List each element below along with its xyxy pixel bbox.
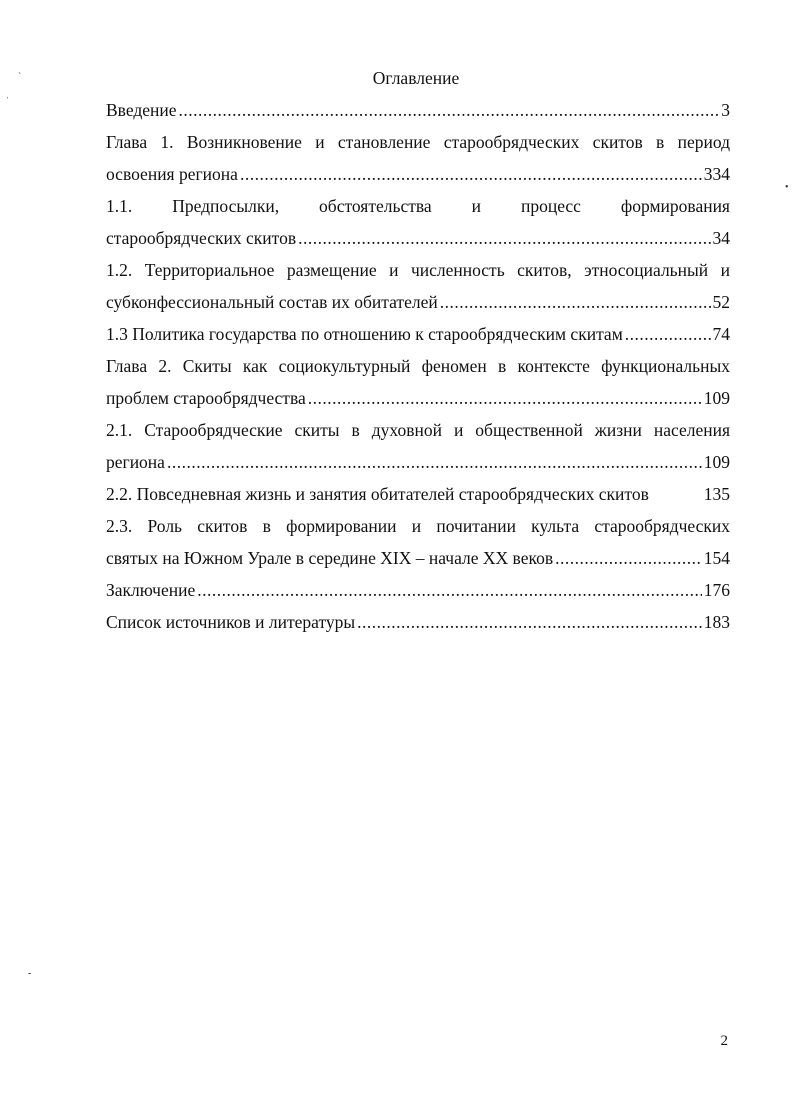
toc-entry-page: 154	[703, 548, 730, 568]
toc-entry-text: проблем старообрядчества	[106, 388, 306, 408]
toc-leader-dots	[625, 319, 711, 349]
toc-entry-chapter-2-line-2[interactable]	[106, 383, 730, 413]
toc-entry-section-1-1-line-2[interactable]	[106, 223, 730, 253]
toc-entry-section-2-2[interactable]	[106, 479, 730, 509]
toc-entry-page: 135	[703, 484, 730, 504]
toc-entry-text: Введение	[106, 100, 177, 120]
toc-entry-section-2-3-line-1[interactable]: 2.3. Роль скитов в формировании и почитании культа старообрядческих	[106, 516, 730, 536]
scan-speck: ˌ	[6, 88, 10, 99]
toc-entry-section-1-2-line-1[interactable]: 1.2. Территориальное размещение и численность скитов, этносоциальный и	[106, 260, 730, 280]
toc-entry-text: 2.2. Повседневная жизнь и занятия обитателей старообрядческих скитов	[106, 484, 649, 504]
toc-entry-page: 109	[703, 452, 730, 472]
toc-entry-page: 3	[721, 100, 730, 120]
toc-entry-sources[interactable]	[106, 607, 730, 637]
toc-entry-introduction[interactable]	[106, 95, 730, 125]
toc-entry-text: 1.3 Политика государства по отношению к старообрядческим скитам	[106, 324, 623, 344]
toc-title: Оглавление	[372, 68, 460, 88]
toc-entry-section-2-1-line-1[interactable]: 2.1. Старообрядческие скиты в духовной и общественной жизни населения	[106, 420, 730, 440]
toc-entry-section-1-1-line-1[interactable]: 1.1. Предпосылки, обстоятельства и процесс формирования	[106, 196, 730, 216]
toc-leader-dots	[308, 383, 702, 413]
toc-leader-dots	[298, 223, 710, 253]
toc-entry-text: старообрядческих скитов	[106, 228, 297, 248]
toc-entry-section-2-3-line-2[interactable]	[106, 543, 730, 573]
scan-speck: -	[28, 968, 32, 979]
page-number: 2	[720, 1033, 728, 1049]
toc-entry-page: 334	[703, 164, 730, 184]
toc-leader-dots	[197, 575, 702, 605]
toc-entry-page: 52	[712, 292, 730, 312]
toc-entry-text: Заключение	[106, 580, 196, 600]
toc-entry-text: освоения региона	[106, 164, 238, 184]
toc-entry-page: 34	[712, 228, 730, 248]
toc-leader-dots	[167, 447, 702, 477]
toc-entry-chapter-1-line-1[interactable]: Глава 1. Возникновение и становление старообрядческих скитов в период	[106, 132, 730, 152]
toc-entry-page: 74	[712, 324, 730, 344]
scan-speck: •	[785, 182, 789, 193]
toc-leader-dots	[555, 543, 702, 573]
toc-entry-chapter-2-line-1[interactable]: Глава 2. Скиты как социокультурный феномен в контексте функциональных	[106, 356, 730, 376]
toc-leader-dots	[240, 159, 702, 189]
toc-entry-chapter-1-line-2[interactable]	[106, 159, 730, 189]
toc-entry-section-2-1-line-2[interactable]	[106, 447, 730, 477]
toc-leader-dots	[357, 607, 702, 637]
toc-entry-text: Список источников и литературы	[106, 612, 356, 632]
toc-entry-page: 183	[703, 612, 730, 632]
toc-entry-section-1-3[interactable]	[106, 319, 730, 349]
toc-leader-dots	[440, 287, 711, 317]
toc-entry-page: 109	[703, 388, 730, 408]
toc-entry-page: 176	[703, 580, 730, 600]
toc-leader-dots	[179, 95, 720, 125]
toc-entry-section-1-2-line-2[interactable]	[106, 287, 730, 317]
toc-entry-text: региона	[106, 452, 165, 472]
toc-entry-text: субконфессиональный состав их обитателей	[106, 292, 438, 312]
scan-speck: ˋ	[18, 72, 22, 83]
toc-entry-text: святых на Южном Урале в середине XIX – начале XX веков	[106, 548, 554, 568]
toc-entry-conclusion[interactable]	[106, 575, 730, 605]
